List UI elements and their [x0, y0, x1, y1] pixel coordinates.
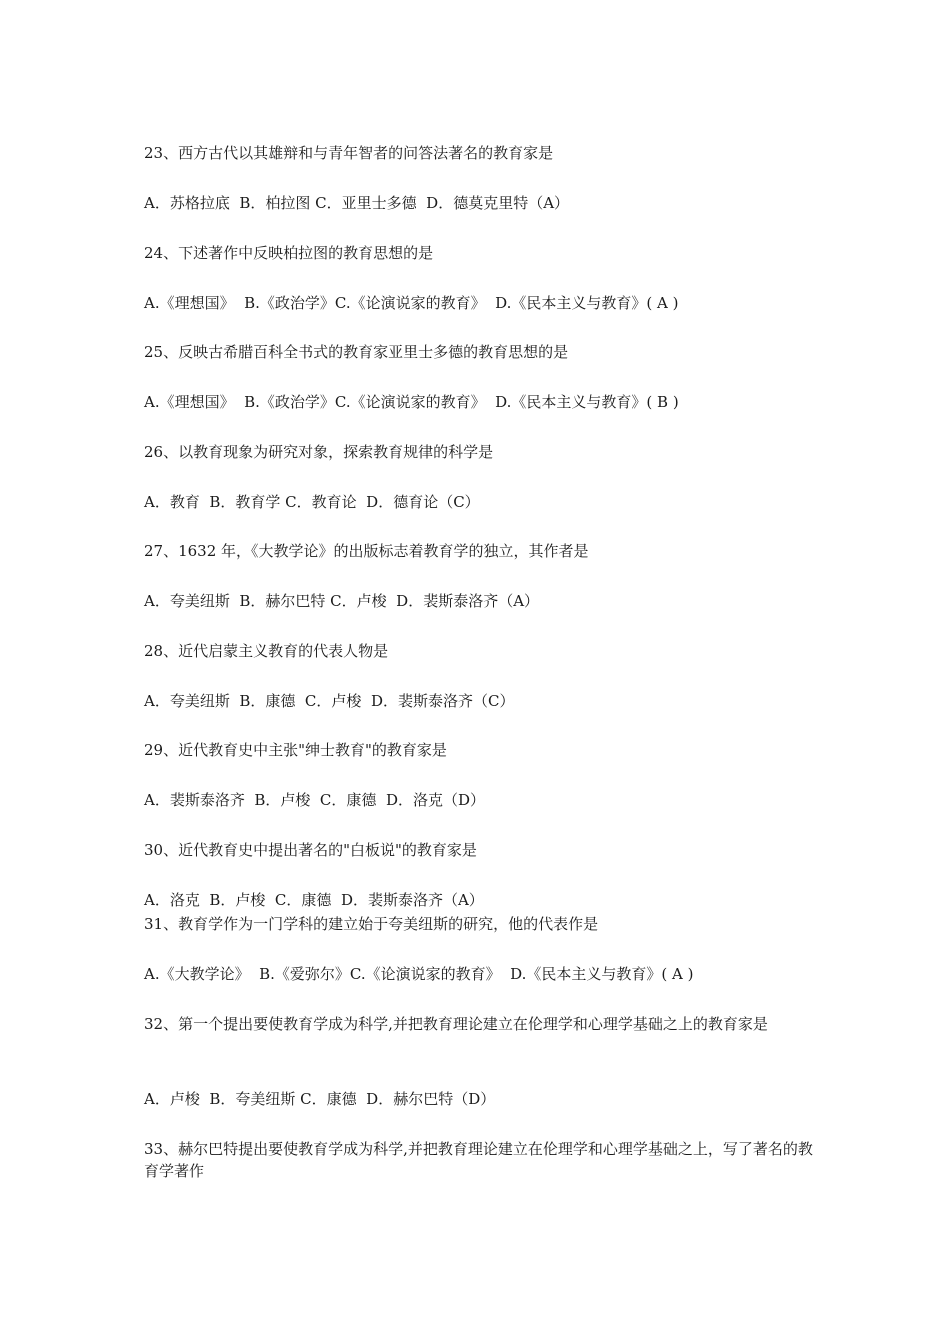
options-29: A．裴斯泰洛齐 B．卢梭 C．康德 D．洛克（D）	[144, 791, 485, 809]
options-30: A．洛克 B．卢梭 C．康德 D．裴斯泰洛齐（A）	[144, 891, 484, 909]
options-25: A.《理想国》 B.《政治学》C.《论演说家的教育》 D.《民本主义与教育》( B )	[144, 393, 679, 411]
question-33: 33、赫尔巴特提出要使教育学成为科学,并把教育理论建立在伦理学和心理学基础之上，写了著名的教育学著作	[144, 1140, 813, 1180]
options-31: A.《大教学论》 B.《爱弥尔》C.《论演说家的教育》 D.《民本主义与教育》( A )	[144, 965, 694, 983]
options-26: A．教育 B．教育学 C．教育论 D．德育论（C）	[144, 493, 480, 511]
question-32: 32、第一个提出要使教育学成为科学,并把教育理论建立在伦理学和心理学基础之上的教育家是	[144, 1015, 768, 1033]
question-28: 28、近代启蒙主义教育的代表人物是	[144, 642, 389, 660]
options-28: A．夸美纽斯 B．康德 C．卢梭 D．裴斯泰洛齐（C）	[144, 692, 515, 710]
options-23: A．苏格拉底 B．柏拉图 C．亚里士多德 D．德莫克里特（A）	[144, 194, 570, 212]
question-30: 30、近代教育史中提出著名的"白板说"的教育家是	[144, 841, 477, 859]
question-25: 25、反映古希腊百科全书式的教育家亚里士多德的教育思想的是	[144, 343, 569, 361]
options-27: A．夸美纽斯 B．赫尔巴特 C．卢梭 D．裴斯泰洛齐（A）	[144, 592, 540, 610]
question-23: 23、西方古代以其雄辩和与青年智者的问答法著名的教育家是	[144, 144, 554, 162]
options-24: A.《理想国》 B.《政治学》C.《论演说家的教育》 D.《民本主义与教育》( A )	[144, 294, 679, 312]
question-27: 27、1632 年，《大教学论》的出版标志着教育学的独立，其作者是	[144, 542, 589, 560]
question-24: 24、下述著作中反映柏拉图的教育思想的是	[144, 244, 434, 262]
question-29: 29、近代教育史中主张"绅士教育"的教育家是	[144, 741, 447, 759]
question-31: 31、教育学作为一门学科的建立始于夸美纽斯的研究，他的代表作是	[144, 915, 599, 933]
question-26: 26、以教育现象为研究对象，探索教育规律的科学是	[144, 443, 494, 461]
options-32: A．卢梭 B．夸美纽斯 C．康德 D．赫尔巴特（D）	[144, 1090, 496, 1108]
